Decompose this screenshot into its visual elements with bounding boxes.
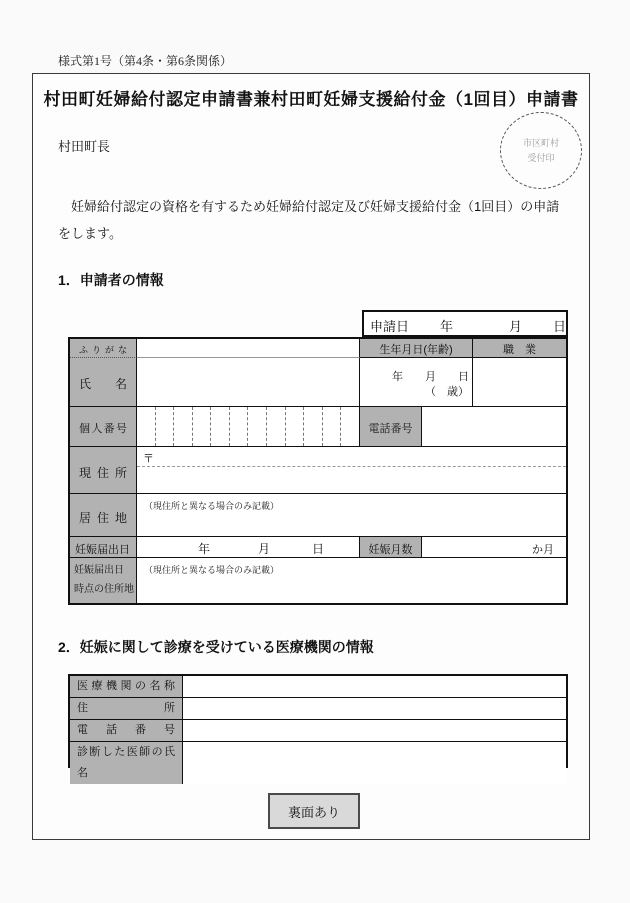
job-input-cell xyxy=(473,358,566,407)
form-code: 様式第1号（第4条・第6条関係） xyxy=(58,54,233,68)
notification-date-input-cell xyxy=(137,537,360,558)
intro-paragraph xyxy=(58,193,576,247)
name-label-cell: 氏名 xyxy=(70,358,137,407)
furigana-input-cell xyxy=(137,339,360,358)
phone-input-cell xyxy=(422,407,566,447)
postal-mark: 〒 xyxy=(143,453,154,465)
notification-date-day-label: 日 xyxy=(312,542,325,556)
notification-date-label-cell: 妊娠届出日 xyxy=(70,537,137,558)
pregnancy-months-input-cell: か月 xyxy=(422,537,566,558)
doctor-name-input-cell xyxy=(183,742,566,784)
medical-phone-input-cell xyxy=(183,720,566,741)
medical-name-label-cell: 医療機関の名称 xyxy=(70,676,183,697)
digit-cell xyxy=(341,407,359,446)
back-side-note: 裏面あり xyxy=(287,804,340,820)
addressee: 村田町長 xyxy=(58,139,111,154)
digit-cell xyxy=(156,407,175,446)
name-input-cell xyxy=(137,358,360,407)
digit-cell xyxy=(211,407,230,446)
medical-address-label-cell: 住所 xyxy=(70,698,183,719)
intro-line-1: 妊婦給付認定の資格を有するため妊婦給付認定及び妊婦支援給付金（1回目）の申請 xyxy=(71,199,560,214)
birthdate-input-cell xyxy=(360,358,473,407)
table-row xyxy=(70,720,566,742)
digit-cell xyxy=(174,407,193,446)
notification-date-month-label: 月 xyxy=(258,542,271,556)
page-title: 村田町妊婦給付認定申請書兼村田町妊婦支援給付金（1回目）申請書 xyxy=(43,90,579,109)
table-row xyxy=(70,676,566,698)
residence-note: （現住所と異なる場合のみ記載） xyxy=(144,501,280,511)
medical-phone-label-cell: 電話番号 xyxy=(70,720,183,741)
job-header-cell: 職 業 xyxy=(473,339,566,358)
digit-cell xyxy=(304,407,323,446)
application-date-day-label: 日 xyxy=(553,319,567,334)
notification-address-label-cell xyxy=(70,558,137,603)
applicant-table xyxy=(68,337,568,605)
table-row xyxy=(70,742,566,784)
personal-number-digit-cells xyxy=(137,407,360,447)
birthdate-placeholder-line1: 年 月 日 xyxy=(392,371,469,383)
section1-heading: 1．申請者の情報 xyxy=(58,272,164,288)
birthdate-header-cell: 生年月日(年齢) xyxy=(360,339,473,358)
digit-cell xyxy=(286,407,305,446)
digit-cell xyxy=(323,407,342,446)
current-address-input-cell xyxy=(137,447,566,494)
birthdate-placeholder-line2: （ 歳） xyxy=(425,386,469,398)
doctor-name-label-cell: 診断した医師の氏名 xyxy=(70,742,183,784)
notification-address-label-line2: 時点の住所地 xyxy=(74,584,134,595)
medical-address-input-cell xyxy=(183,698,566,719)
phone-label-cell: 電話番号 xyxy=(360,407,422,447)
notification-address-label-line1: 妊娠届出日 xyxy=(74,565,124,576)
application-date-year-label: 年 xyxy=(440,319,454,334)
current-address-label-cell: 現住所 xyxy=(70,447,137,494)
digit-cell xyxy=(230,407,249,446)
table-row xyxy=(70,698,566,720)
notification-date-year-label: 年 xyxy=(198,542,211,556)
personal-number-label-cell: 個人番号 xyxy=(70,407,137,447)
medical-name-input-cell xyxy=(183,676,566,697)
furigana-label-cell: ふりがな xyxy=(70,339,137,358)
receipt-stamp-circle xyxy=(500,112,582,189)
application-date-label: 申請日 xyxy=(370,319,410,334)
stamp-line-1: 市区町村 xyxy=(522,137,559,148)
digit-cell xyxy=(137,407,156,446)
notification-address-input-cell xyxy=(137,558,566,603)
notification-address-note: （現住所と異なる場合のみ記載） xyxy=(144,565,280,575)
residence-label-cell: 居住地 xyxy=(70,494,137,537)
residence-input-cell xyxy=(137,494,566,537)
medical-table xyxy=(68,674,568,779)
stamp-line-2: 受付印 xyxy=(527,152,555,163)
application-date-month-label: 月 xyxy=(509,319,523,334)
intro-line-2: をします。 xyxy=(58,226,122,241)
digit-cell xyxy=(248,407,267,446)
address-divider-line xyxy=(137,466,566,467)
pregnancy-months-label-cell: 妊娠月数 xyxy=(360,537,422,558)
digit-cell xyxy=(267,407,286,446)
digit-cell xyxy=(193,407,212,446)
application-date-box xyxy=(362,310,568,337)
section2-heading: 2．妊娠に関して診療を受けている医療機関の情報 xyxy=(58,639,374,655)
back-side-box xyxy=(268,793,360,829)
